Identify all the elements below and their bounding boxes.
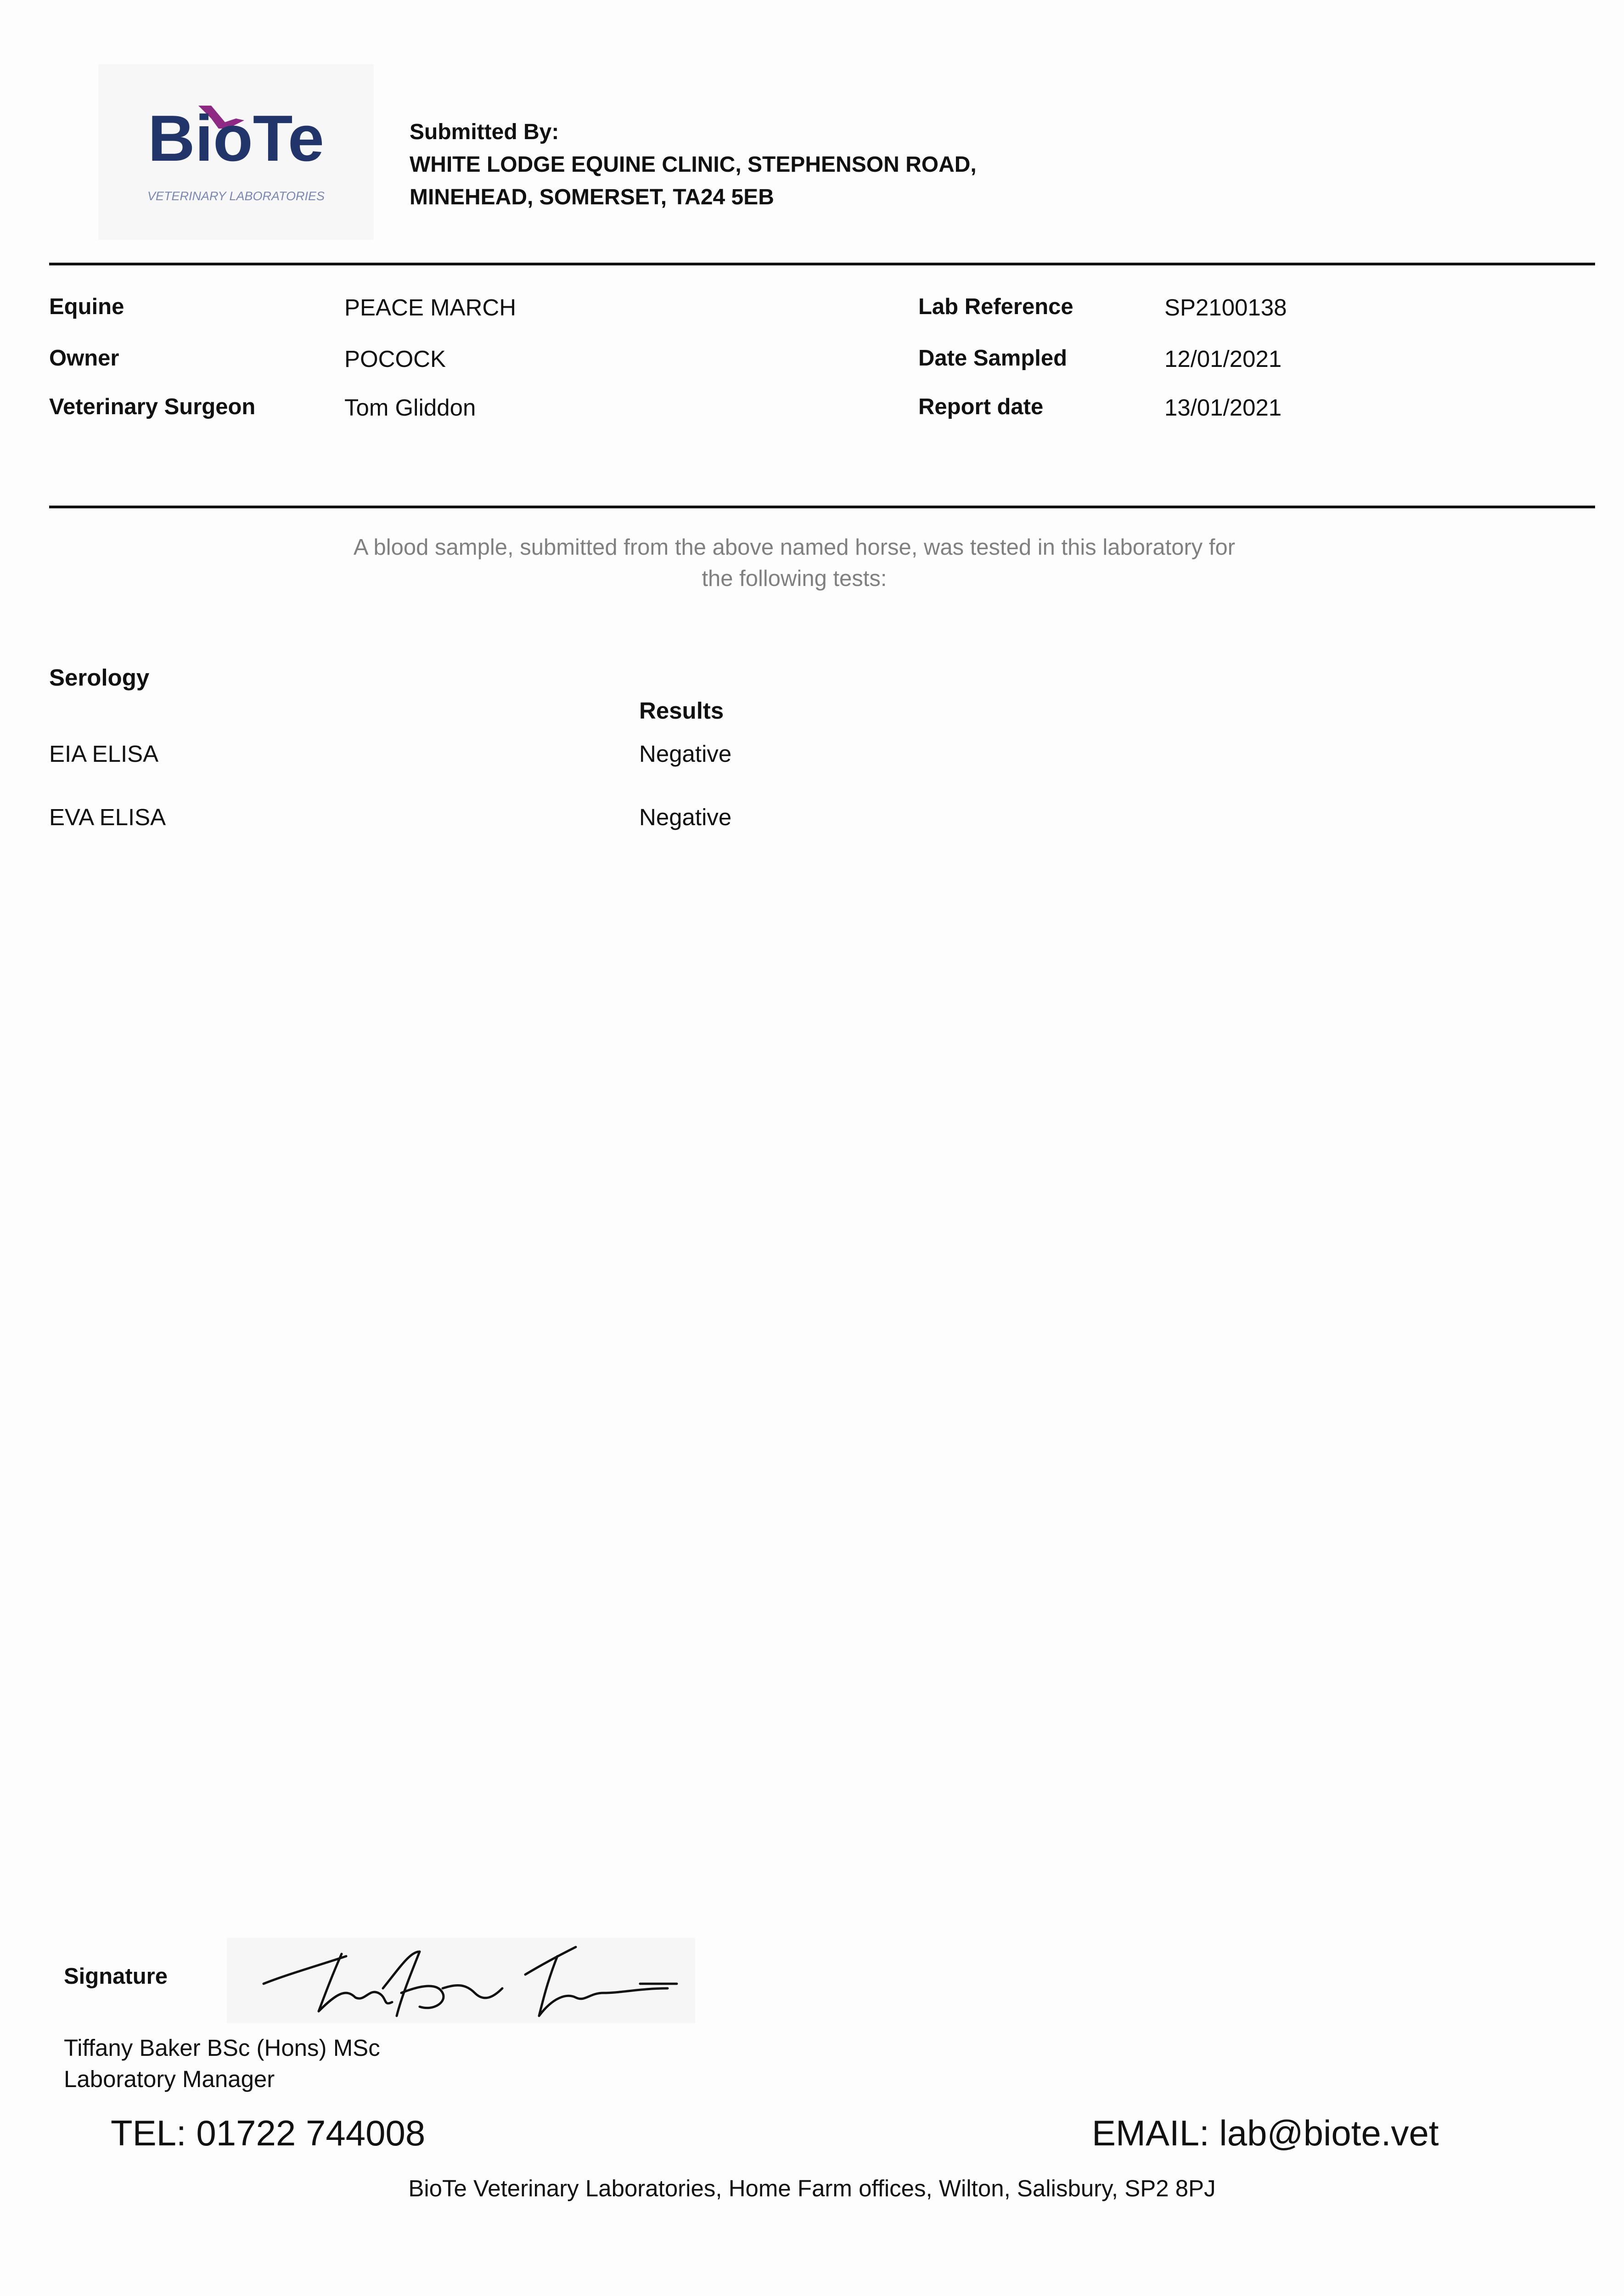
test-name: EVA ELISA (49, 804, 166, 830)
equine-value: PEACE MARCH (344, 294, 517, 321)
results-heading: Results (639, 698, 724, 724)
footer-email: EMAIL: lab@biote.vet (1092, 2113, 1439, 2153)
test-result: Negative (639, 804, 732, 830)
lab-reference-label: Lab Reference (918, 294, 1073, 319)
intro-line-1: A blood sample, submitted from the above named horse, was tested in this laboratory for (353, 535, 1236, 560)
intro-paragraph (230, 532, 1359, 594)
equine-label: Equine (49, 294, 124, 319)
section-heading: Serology (49, 664, 150, 691)
test-result: Negative (639, 741, 732, 767)
owner-value: POCOCK (344, 346, 446, 372)
divider (49, 263, 1595, 265)
test-name: EIA ELISA (49, 741, 159, 767)
signatory-title: Laboratory Manager (64, 2066, 275, 2092)
intro-line-2: the following tests: (702, 566, 887, 591)
veterinary-surgeon-label: Veterinary Surgeon (49, 394, 256, 419)
signature-image (227, 1938, 695, 2023)
lab-reference-value: SP2100138 (1164, 294, 1287, 321)
date-sampled-value: 12/01/2021 (1164, 346, 1282, 372)
footer-telephone: TEL: 01722 744008 (111, 2113, 426, 2153)
signatory-name: Tiffany Baker BSc (Hons) MSc (64, 2035, 380, 2061)
submitted-by-block (410, 116, 977, 214)
divider (49, 506, 1595, 508)
footer-address: BioTe Veterinary Laboratories, Home Farm offices, Wilton, Salisbury, SP2 8PJ (408, 2175, 1216, 2201)
signature-label: Signature (64, 1964, 168, 1989)
clinic-address-line-1: WHITE LODGE EQUINE CLINIC, STEPHENSON ROAD, (410, 152, 977, 177)
biote-logo-graphic (98, 64, 374, 240)
owner-label: Owner (49, 346, 119, 371)
veterinary-surgeon-value: Tom Gliddon (344, 394, 476, 421)
logo-wordmark: BioTe (148, 102, 324, 175)
logo-tagline: VETERINARY LABORATORIES (147, 189, 325, 203)
clinic-address-line-2: MINEHEAD, SOMERSET, TA24 5EB (410, 185, 774, 209)
report-date-value: 13/01/2021 (1164, 394, 1282, 421)
signatory-block (64, 2032, 380, 2095)
submitted-by-label: Submitted By: (410, 120, 559, 144)
date-sampled-label: Date Sampled (918, 346, 1068, 371)
report-date-label: Report date (918, 394, 1044, 419)
biote-logo (98, 64, 374, 240)
